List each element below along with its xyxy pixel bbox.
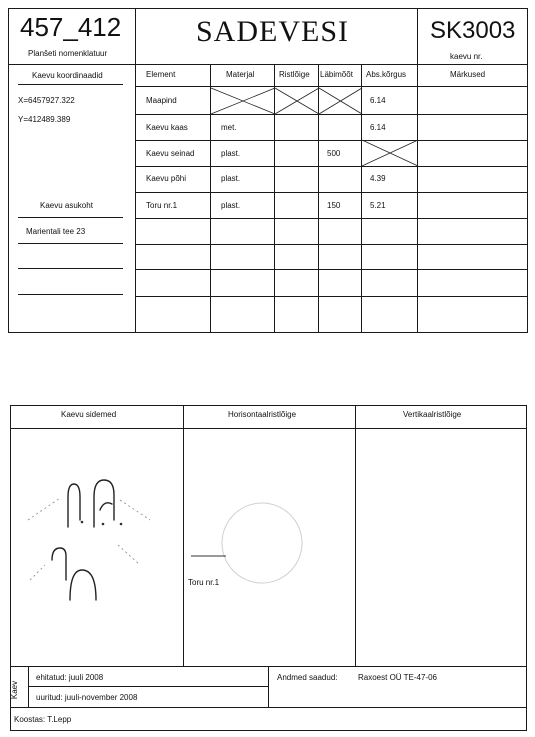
row5-diameter: 150 [327,201,341,210]
section-heading-horizontal: Horisontaalristlõige [228,410,297,419]
row3-material: plast. [221,149,241,158]
row3-element: Kaevu seinad [146,149,195,158]
row2-elevation: 6.14 [370,123,386,132]
footer-side-label: Kaev [10,680,20,700]
location-value: Marientali tee 23 [26,227,86,236]
data-source-value: Raxoest OÜ TE-47-06 [358,673,437,682]
col-header-notes: Märkused [450,70,486,79]
row5-elevation: 5.21 [370,201,386,210]
well-caption: kaevu nr. [450,52,483,61]
surveyed-date: uuritud: juuli-november 2008 [36,693,138,702]
col-header-diameter: Läbimõõt [320,70,353,79]
section-heading-connections: Kaevu sidemed [61,410,117,419]
row1-element: Maapind [146,96,177,105]
sheet-number: 457_412 [20,12,122,42]
row5-material: plast. [221,201,241,210]
col-header-section: Ristlõige [279,70,310,79]
author: Koostas: T.Lepp [14,715,72,724]
sheet-caption: Planšeti nomenklatuur [28,49,108,58]
col-header-material: Materjal [226,70,255,79]
location-heading: Kaevu asukoht [40,201,93,210]
row1-elevation: 6.14 [370,96,386,105]
coordinates-heading: Kaevu koordinaadid [32,71,103,80]
row2-element: Kaevu kaas [146,123,188,132]
row4-elevation: 4.39 [370,174,386,183]
coordinate-x: X=6457927.322 [18,96,75,105]
row5-element: Toru nr.1 [146,201,178,210]
row4-material: plast. [221,174,241,183]
col-header-element: Element [146,70,176,79]
data-source-label: Andmed saadud: [277,673,338,682]
well-number: SK3003 [430,17,516,44]
pipe-label: Toru nr.1 [188,578,220,587]
row4-element: Kaevu põhi [146,174,187,183]
row3-diameter: 500 [327,149,341,158]
section-heading-vertical: Vertikaalristlõige [403,410,462,419]
built-date: ehitatud: juuli 2008 [36,673,104,682]
page-title: SADEVESI [196,15,350,48]
row2-material: met. [221,123,237,132]
col-header-elevation: Abs.kõrgus [366,70,407,79]
coordinate-y: Y=412489.389 [18,115,71,124]
